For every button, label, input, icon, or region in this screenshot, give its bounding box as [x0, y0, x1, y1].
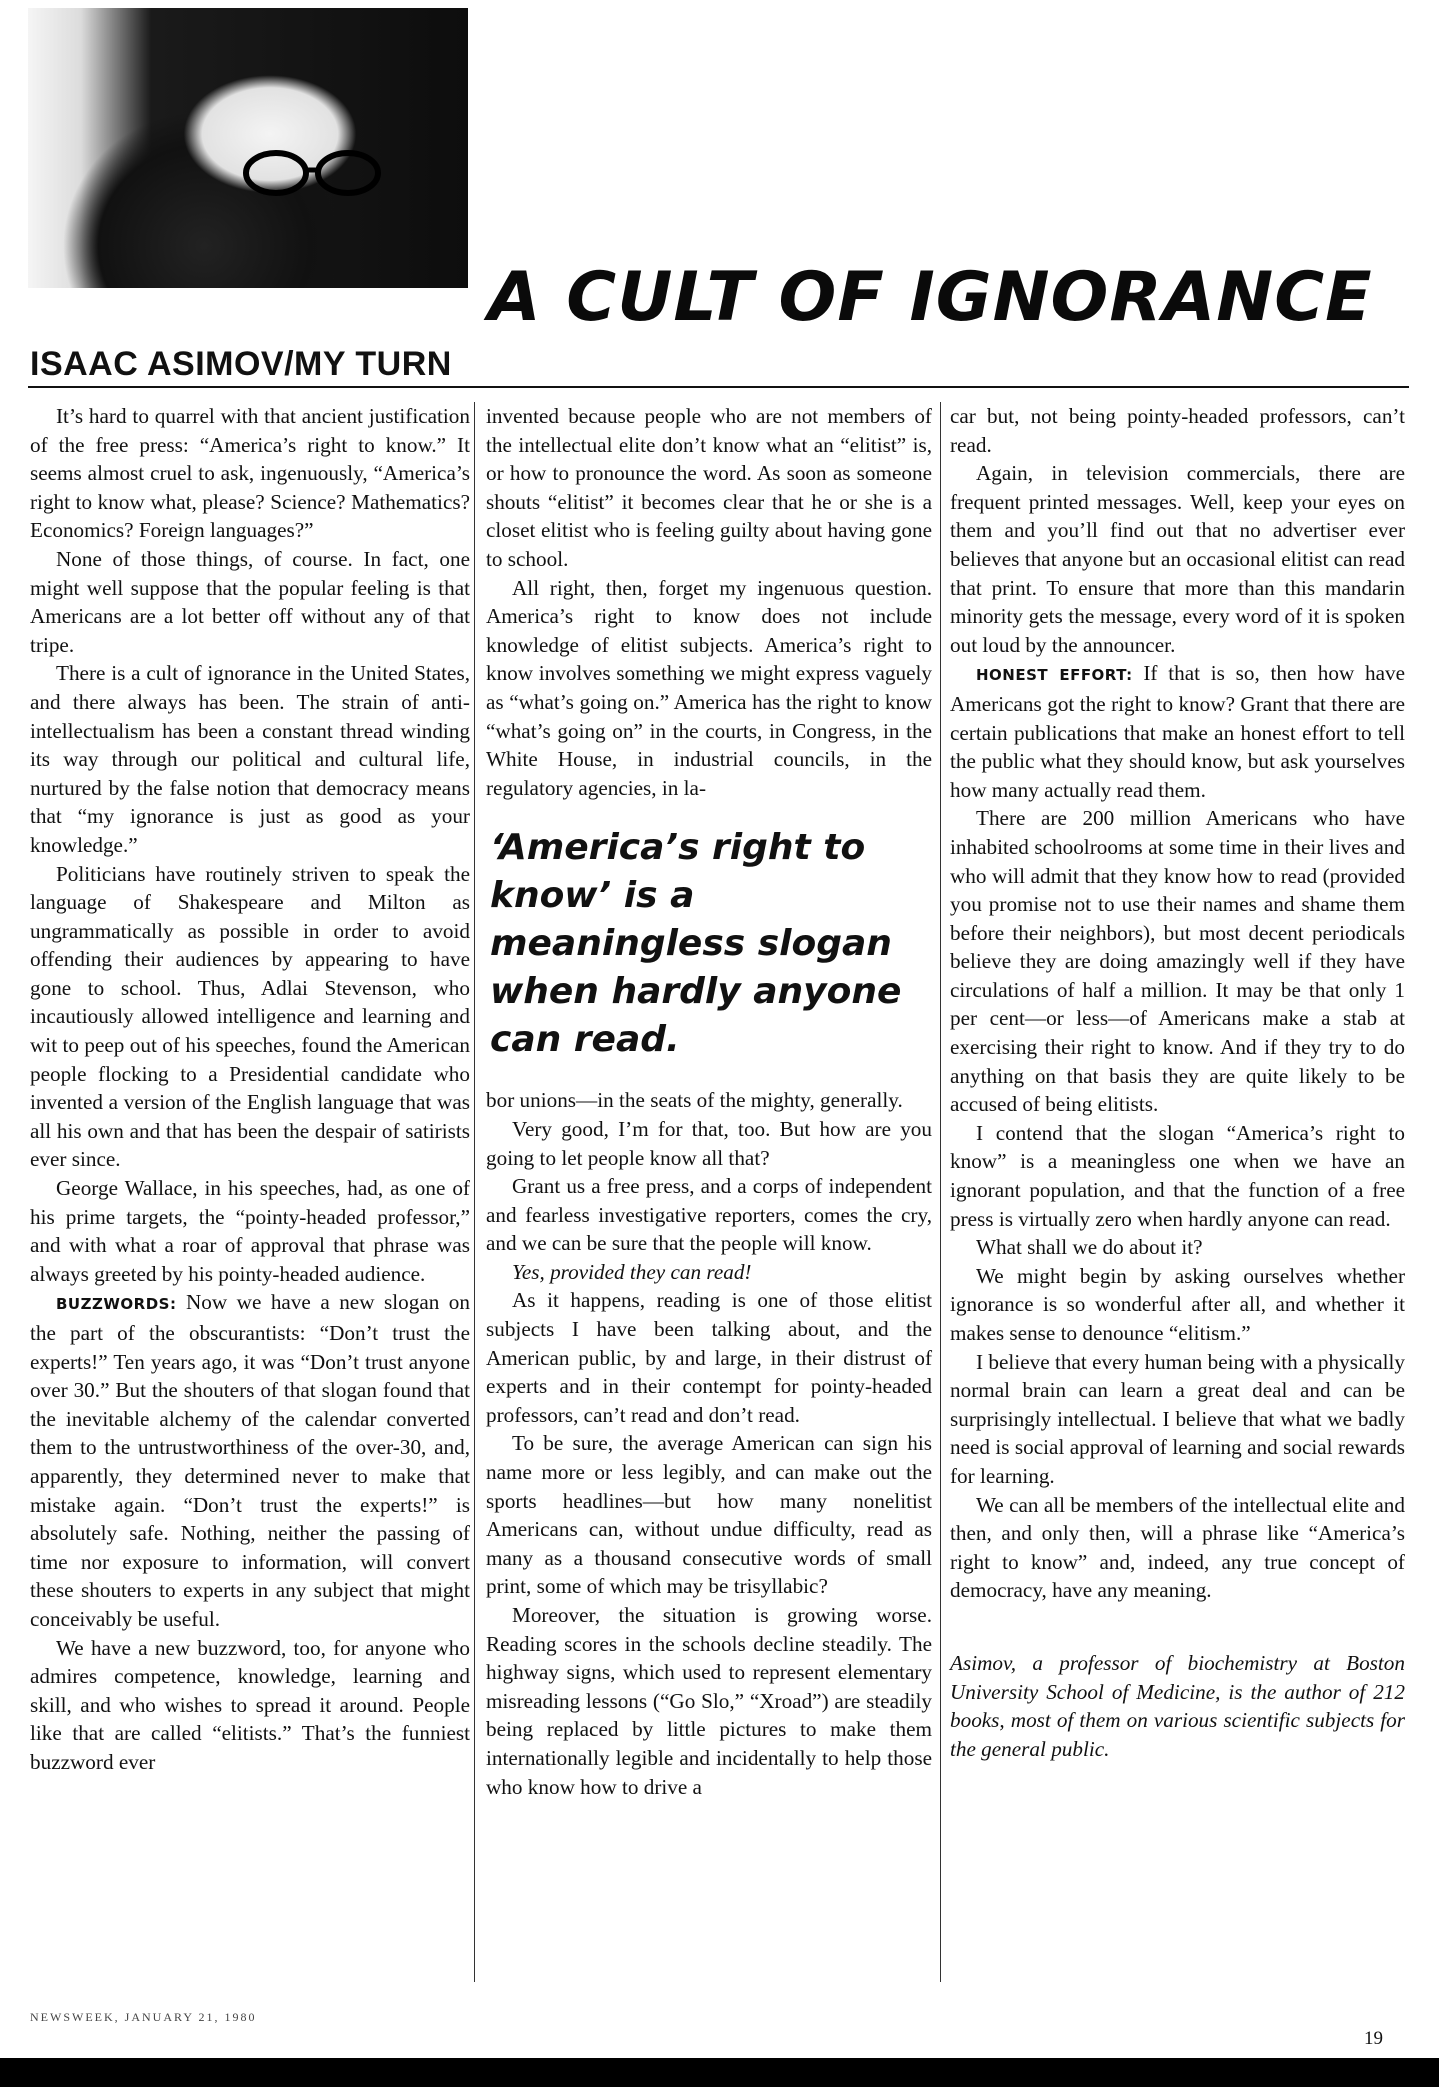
- paragraph: As it happens, reading is one of those elitist subjects I have been talking about, and the American public, by and large, in their distrust of experts and in their contempt for pointy-headed professors, can’t read and don’t read.: [486, 1288, 932, 1427]
- paragraph-text: If that is so, then how have Americans got the right to know? Grant that there are certain publications that make an honest effort to tell the public what they should know, but ask yourselves how many actually read them.: [950, 661, 1405, 802]
- paragraph: I contend that the slogan “America’s right to know” is a meaningless one when we have an ignorant population, and that the function of a free press is virtually zero when hardly anyone can read.: [950, 1120, 1405, 1231]
- paragraph: Yes, provided they can read!: [512, 1259, 752, 1284]
- column-1: [30, 402, 470, 1777]
- paragraph: bor unions—in the seats of the mighty, generally.: [486, 1088, 903, 1113]
- header-rule: [28, 386, 1409, 388]
- bottom-border: [0, 2058, 1439, 2087]
- paragraph: There are 200 million Americans who have inhabited schoolrooms at some time in their lives and who will admit that they know how to read (provided you promise not to use their names and shame them before their neighbors), but most decent periodicals believe they are doing amazingly well if they have circulations of half a million. It may be that only 1 per cent—or less—of Americans make a stab at exercising their right to know. And if they try to do anything on that basis they are quite likely to be accused of being elitists.: [950, 806, 1405, 1117]
- paragraph: To be sure, the average American can sign his name more or less legibly, and can make out the sports headlines—but how many nonelitist Americans can, without undue difficulty, read as many as a thousand consecutive words of small print, some of which may be trisyllabic?: [486, 1431, 932, 1599]
- paragraph: What shall we do about it?: [976, 1235, 1203, 1260]
- paragraph: Very good, I’m for that, too. But how are you going to let people know all that?: [486, 1116, 932, 1170]
- byline: ISAAC ASIMOV/MY TURN: [30, 345, 452, 383]
- paragraph-buzzwords: [30, 1288, 470, 1633]
- paragraph: I believe that every human being with a physically normal brain can learn a great deal and can be surprisingly intellectual. I believe that what we badly need is social approval of learning and social rewards for learning.: [950, 1349, 1405, 1488]
- page-number: 19: [1364, 2028, 1383, 2049]
- paragraph: We might begin by asking ourselves whether ignorance is so wonderful after all, and whether it makes sense to denounce “elitism.”: [950, 1263, 1405, 1345]
- paragraph: invented because people who are not members of the intellectual elite don’t know what an “elitist” is, or how to pronounce the word. As soon as someone shouts “elitist” it becomes clear that he or she is a closet elitist who is feeling guilty about having gone to school.: [486, 404, 932, 571]
- paragraph: Grant us a free press, and a corps of independent and fearless investigative reporters, comes the cry, and we can be sure that the people will know.: [486, 1174, 932, 1256]
- author-photo: [28, 8, 468, 288]
- paragraph: There is a cult of ignorance in the United States, and there always has been. The strain of anti-intellectualism has been a constant thread winding its way through our political and cultural life, nurtured by the false notion that democracy means that “my ignorance is just as good as your knowledge.”: [30, 661, 470, 857]
- column-2: [486, 402, 932, 1801]
- paragraph: car but, not being pointy-headed professors, can’t read.: [950, 404, 1405, 457]
- paragraph: Politicians have routinely striven to speak the language of Shakespeare and Milton as ungrammatically as possible in order to avoid offending their audiences by appearing to have gone to school. Thus, Adlai Stevenson, who incautiously allowed intelligence and learning and wit to peep out of his speeches, found the American people flocking to a Presidential candidate who invented a version of the English language that was all his own and that has been the despair of satirists ever since.: [30, 861, 470, 1172]
- paragraph: We have a new buzzword, too, for anyone who admires competence, knowledge, learning and skill, and who wishes to spread it around. People like that are called “elitists.” That’s the funniest buzzword ever: [30, 1635, 470, 1774]
- paragraph: We can all be members of the intellectual elite and then, and only then, will a phrase like “America’s right to know” and, indeed, any true concept of democracy, have any meaning.: [950, 1492, 1405, 1603]
- paragraph: Again, in television commercials, there are frequent printed messages. Well, keep your eyes on them and you’ll find out that no advertiser ever believes that anyone but an occasional elitist can read that print. To ensure that more than this mandarin minority gets the message, every word of it is spoken out loud by the announcer.: [950, 461, 1405, 657]
- article-title: A CULT OF IGNORANCE: [488, 258, 1373, 337]
- column-3: [950, 402, 1405, 1763]
- section-kicker: BUZZWORDS:: [56, 1295, 177, 1314]
- paragraph: None of those things, of course. In fact, one might well suppose that the popular feeling is that Americans are a lot better off without any of that tripe.: [30, 546, 470, 657]
- section-kicker: HONEST EFFORT:: [976, 666, 1133, 685]
- paragraph-honest-effort: [950, 659, 1405, 804]
- paragraph: It’s hard to quarrel with that ancient justification of the free press: “America’s right to know.” It seems almost cruel to ask, ingenuously, “America’s right to know what, please? Science? Mathematics? Economics? Foreign languages?”: [30, 404, 470, 543]
- column-divider: [474, 402, 475, 1982]
- paragraph: George Wallace, in his speeches, had, as one of his prime targets, the “pointy-headed professor,” and with what a roar of approval that phrase was always greeted by his pointy-headed audience.: [30, 1176, 470, 1286]
- eyeglasses-icon: [238, 148, 388, 198]
- column-divider: [940, 402, 941, 1982]
- pull-quote: ‘America’s right to know’ is a meaningless slogan when hardly anyone can read.: [490, 827, 902, 1061]
- paragraph: All right, then, forget my ingenuous question. America’s right to know does not include knowledge of elitist subjects. America’s right to know involves something we might express vaguely as “what’s going on.” America has the right to know “what’s going on” in the courts, in Congress, in the White House, in industrial councils, in the regulatory agencies, in la-: [486, 575, 932, 800]
- paragraph-text: Now we have a new slogan on the part of the obscurantists: “Don’t trust the experts!” Ten years ago, it was “Don’t trust anyone over 30.” But the shouters of that slogan found that the inevitable alchemy of the calendar converted them to the untrustworthiness of the over-30, and, apparently, they determined never to make that mistake again. “Don’t trust the experts!” is absolutely safe. Nothing, neither the passing of time nor exposure to information, will convert these shouters to experts in any subject that might conceivably be useful.: [30, 1290, 470, 1631]
- author-bio: Asimov, a professor of biochemistry at Boston University School of Medicine, is the author of 212 books, most of them on various scientific subjects for the general public.: [950, 1650, 1405, 1761]
- paragraph: Moreover, the situation is growing worse. Reading scores in the schools decline steadily. The highway signs, which used to represent elementary misreading lessons (“Go Slo,” “Xroad”) are steadily being replaced by little pictures to make them internationally legible and incidentally to help those who know how to drive a: [486, 1603, 932, 1799]
- publication-line: NEWSWEEK, JANUARY 21, 1980: [30, 2010, 257, 2024]
